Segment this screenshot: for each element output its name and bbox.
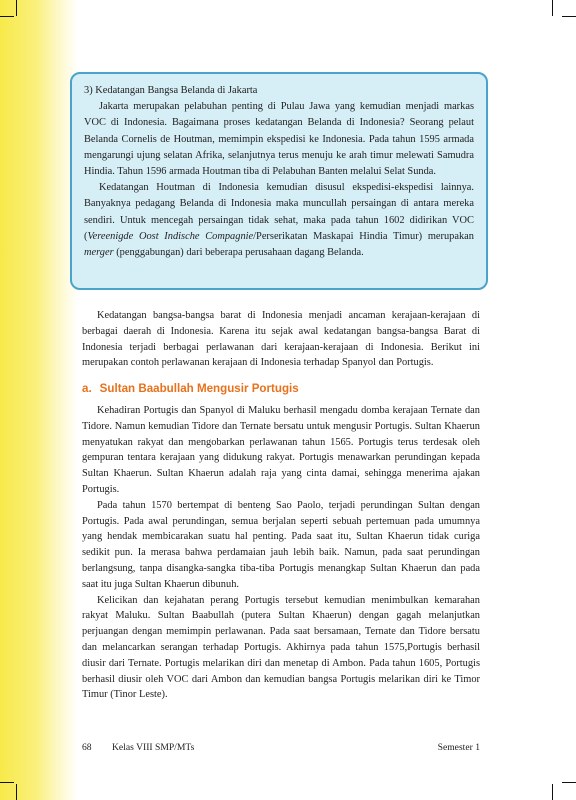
info-box-paragraph-2 (84, 180, 474, 261)
section-heading (82, 381, 480, 397)
info-box-text: Kedatangan Houtman di Indonesia kemudian disusul ekspedisi-ekspedisi lainnya. Banyaknya pedagang Belanda di Indonesia maka muncullah persaingan di antara mereka sendiri. Untuk mencegah persaingan tidak sehat, maka pada tahun 1602 didirikan VOC ( (84, 182, 474, 242)
crop-mark-top-left-h (0, 16, 14, 17)
page-footer (82, 742, 480, 756)
intro-paragraph: Kedatangan bangsa-bangsa barat di Indonesia menjadi ancaman kerajaan-kerajaan di berbagai daerah di Indonesia. Karena itu sejak awal kedatangan bangsa-bangsa Barat di Indonesia terjadi berbagai perlawanan dari kerajaan-kerajaan di Indonesia. Berikut ini merupakan contoh perlawanan kerajaan di Indonesia terhadap Spanyol dan Portugis. (82, 310, 480, 369)
crop-mark-bottom-right-h (562, 782, 576, 783)
crop-mark-bottom-right-v (552, 784, 553, 800)
section-title: Sultan Baabullah Mengusir Portugis (99, 382, 299, 396)
section-paragraph: Pada tahun 1570 bertempat di benteng Sao Paolo, terjadi perundingan Sultan dengan Portugis. Pada awal perundingan, semua berjalan seperti sebuah pertemuan pada umumnya yang hendak membicarakan suatu hal penting. Pada saat itu, Sultan Khaerun tidak curiga sedikit pun. Ia merasa bahwa perdamaian jauh lebih baik. Namun, pada saat perundingan berlangsung, tanpa disangka-sangka tiba-tiba Portugis menangkap Sultan Khaerun dan pada saat itu juga Sultan Khaerun dibunuh. (82, 499, 480, 590)
info-box (70, 72, 488, 290)
info-box-title: 3) Kedatangan Bangsa Belanda di Jakarta (84, 85, 258, 96)
info-box-paragraph-1: Jakarta merupakan pelabuhan penting di Pulau Jawa yang kemudian menjadi markas VOC di Indonesia. Bagaimana proses kedatangan Belanda di Indonesia? Seorang pelaut Belanda Cornelis de Houtman, memimpin ekspedisi ke Indonesia. Pada tahun 1595 armada mengarungi ujung selatan Afrika, selanjutnya terus menuju ke arah timur melewati Samudra Hindia. Tahun 1596 armada Houtman tiba di Pelabuhan Banten melalui Selat Sunda. (84, 101, 474, 178)
crop-mark-top-right-v (552, 0, 553, 16)
main-text (82, 308, 480, 703)
book-title: Kelas VIII SMP/MTs (112, 742, 195, 753)
semester-label: Semester 1 (437, 742, 480, 753)
info-box-text: /Perserikatan Maskapai Hindia Timur) merupakan (253, 230, 474, 242)
crop-mark-top-right-h (562, 16, 576, 17)
crop-mark-bottom-left-h (0, 782, 14, 783)
info-box-text: (penggabungan) dari beberapa perusahaan dagang Belanda. (113, 247, 364, 259)
section-paragraph: Kelicikan dan kejahatan perang Portugis tersebut kemudian menimbulkan kemarahan rakyat Maluku. Sultan Baabullah (putera Sultan Khaerun) dengan gagah melanjutkan perjuangan dengan memimpin perlawanan. Pada saat bersamaan, Ternate dan Tidore bersatu dan melancarkan serangan terhadap Portugis. Akhirnya pada tahun 1575,Portugis berhasil diusir dari Ternate. Portugis melarikan diri dan menetap di Ambon. Pada tahun 1605, Portugis berhasil diusir oleh VOC dari Ambon dan kemudian bangsa Portugis melarikan diri ke Timor Timur (Tinor Leste). (82, 594, 480, 701)
yellow-side-band (0, 0, 78, 800)
crop-mark-top-left-v (16, 0, 17, 16)
crop-mark-bottom-left-v (16, 784, 17, 800)
section-paragraph: Kehadiran Portugis dan Spanyol di Maluku berhasil mengadu domba kerajaan Ternate dan Tidore. Namun kemudian Tidore dan Ternate bersatu untuk mengusir Portugis. Sultan Khaerun menyatukan rakyat dan mengobarkan perlawanan tahun 1565. Portugis terus terdesak oleh gempuran tentara kerajaan yang didukung rakyat. Portugis menawarkan perundingan kepada Sultan Khaerun. Sultan Khaerun adalah raja yang cinta damai, sehingga menerima ajakan Portugis. (82, 404, 480, 495)
voc-name-italic: Vereenigde Oost Indische Compagnie (87, 230, 254, 242)
section-letter: a. (82, 382, 92, 396)
page-number: 68 (82, 742, 92, 753)
merger-italic: merger (84, 247, 114, 259)
